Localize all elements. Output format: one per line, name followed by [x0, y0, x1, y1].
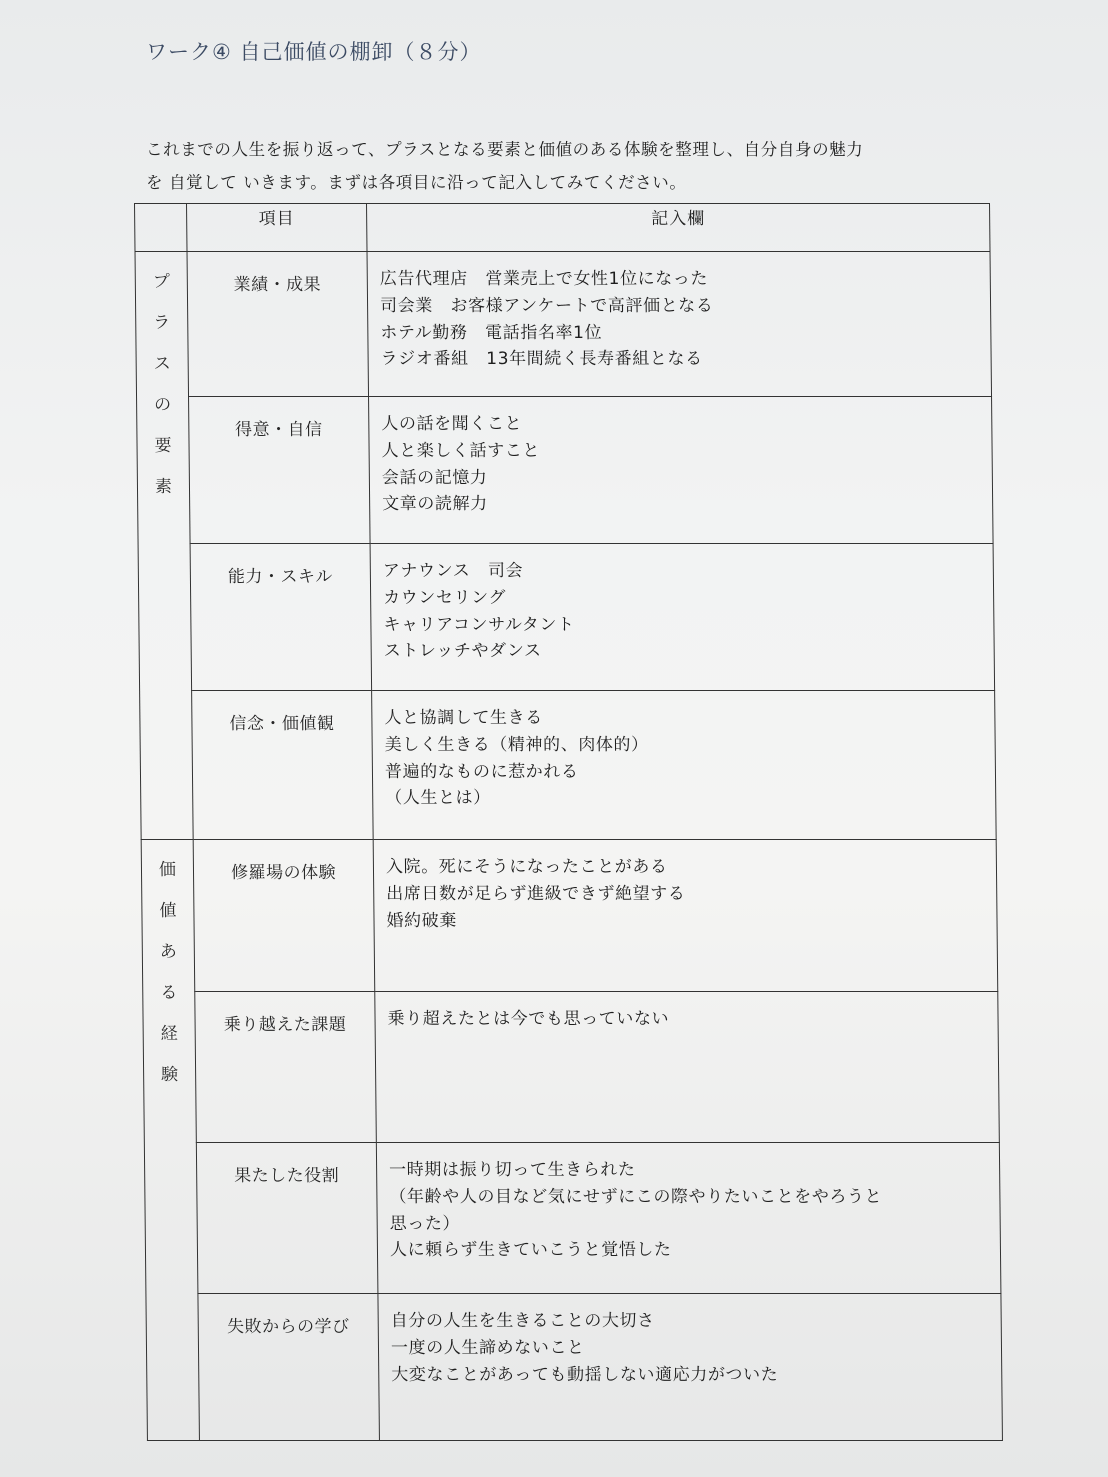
entry-cell: [378, 1294, 1003, 1441]
section-label-char: ス: [153, 354, 171, 374]
header-item: 項目: [187, 204, 368, 252]
entry-line: ラジオ番組 13年間続く長寿番組となる: [380, 349, 703, 370]
section-label-char: 値: [159, 901, 177, 921]
entry-line: 司会業 お客様アンケートで高評価となる: [379, 295, 714, 316]
item-label: 修羅場の体験: [193, 840, 375, 992]
entry-line: 会話の記憶力: [381, 467, 488, 488]
entry-cell: [372, 691, 997, 840]
item-label: 得意・自信: [189, 397, 371, 544]
entry-line: 美しく生きる（精神的、肉体的）: [384, 734, 649, 755]
item-label: 果たした役割: [196, 1143, 378, 1294]
entry-line: 人に頼らず生きていこうと覚悟した: [389, 1240, 672, 1261]
table-row: [146, 1294, 1003, 1441]
entry-line: 広告代理店 営業売上で女性1位になった: [379, 269, 709, 289]
section-label-experience: [141, 840, 199, 1441]
entry-cell: [367, 252, 992, 397]
item-label: 能力・スキル: [190, 544, 372, 691]
section-label-char: の: [154, 395, 172, 415]
entry-line: 一時期は振り切って生きられた: [389, 1160, 636, 1180]
entry-line: 一度の人生諦めないこと: [390, 1337, 585, 1358]
table-row: [140, 691, 997, 840]
self-value-table: [134, 203, 1003, 1441]
section-label-char: ラ: [153, 313, 171, 333]
table-header-row: [135, 204, 991, 252]
entry-line: 入院。死にそうになったことがある: [385, 857, 668, 877]
entry-line: アナウンス 司会: [382, 561, 524, 581]
item-label: 失敗からの学び: [198, 1294, 380, 1441]
section-label-char: 要: [154, 436, 172, 456]
entry-cell: [375, 992, 1000, 1143]
table-row: [144, 1143, 1001, 1294]
entry-cell: [376, 1143, 1001, 1294]
entry-line: ストレッチやダンス: [383, 641, 542, 662]
table-row: [135, 252, 992, 397]
section-label-char: 素: [154, 477, 173, 497]
table-row: [143, 992, 1000, 1143]
entry-line: カウンセリング: [383, 587, 507, 608]
section-label-char: あ: [159, 942, 177, 962]
entry-line: 大変なことがあっても動揺しない適応力がついた: [391, 1364, 779, 1385]
entry-line: 婚約破棄: [386, 910, 458, 931]
section-label-plus: [135, 252, 193, 840]
table-row: [137, 397, 994, 544]
worksheet-title: ワーク④ 自己価値の棚卸（８分）: [146, 40, 482, 64]
entry-cell: [370, 544, 995, 691]
section-label-char: 価: [158, 860, 177, 880]
header-blank-cell: [135, 204, 188, 252]
entry-line: 文章の読解力: [382, 494, 488, 515]
intro-text: [146, 133, 986, 199]
section-label-char: プ: [152, 272, 170, 292]
entry-line: 自分の人生を生きることの大切さ: [390, 1311, 655, 1331]
intro-line: を 自覚して いきます。まずは各項目に沿って記入してみてください。: [146, 173, 687, 192]
intro-line: これまでの人生を振り返って、プラスとなる要素と価値のある体験を整理し、自分自身の魅力: [146, 140, 864, 159]
entry-line: 人と協調して生きる: [384, 708, 543, 728]
entry-line: キャリアコンサルタント: [383, 614, 575, 635]
entry-line: ホテル勤務 電話指名率1位: [380, 322, 603, 343]
entry-line: （年齢や人の目など気にせずにこの際やりたいことをやろうと: [389, 1186, 883, 1207]
table-row: [141, 840, 998, 992]
item-label: 信念・価値観: [192, 691, 374, 840]
section-label-char: る: [160, 983, 178, 1003]
table-row: [138, 544, 995, 691]
section-label-char: 験: [161, 1065, 179, 1085]
entry-line: 普遍的なものに惹かれる: [384, 761, 579, 782]
header-entry: 記入欄: [367, 204, 991, 252]
entry-cell: [369, 397, 994, 544]
entry-line: 出席日数が足らず進級できず絶望する: [386, 883, 686, 904]
entry-line: 乗り超えたとは今でも思っていない: [387, 1009, 670, 1029]
entry-line: （人生とは）: [385, 788, 491, 809]
entry-cell: [373, 840, 998, 992]
entry-line: 人と楽しく話すこと: [381, 440, 541, 461]
entry-line: 思った）: [389, 1213, 461, 1234]
item-label: 乗り越えた課題: [195, 992, 377, 1143]
item-label: 業績・成果: [187, 252, 369, 397]
section-label-char: 経: [160, 1024, 178, 1044]
entry-line: 人の話を聞くこと: [381, 414, 523, 434]
